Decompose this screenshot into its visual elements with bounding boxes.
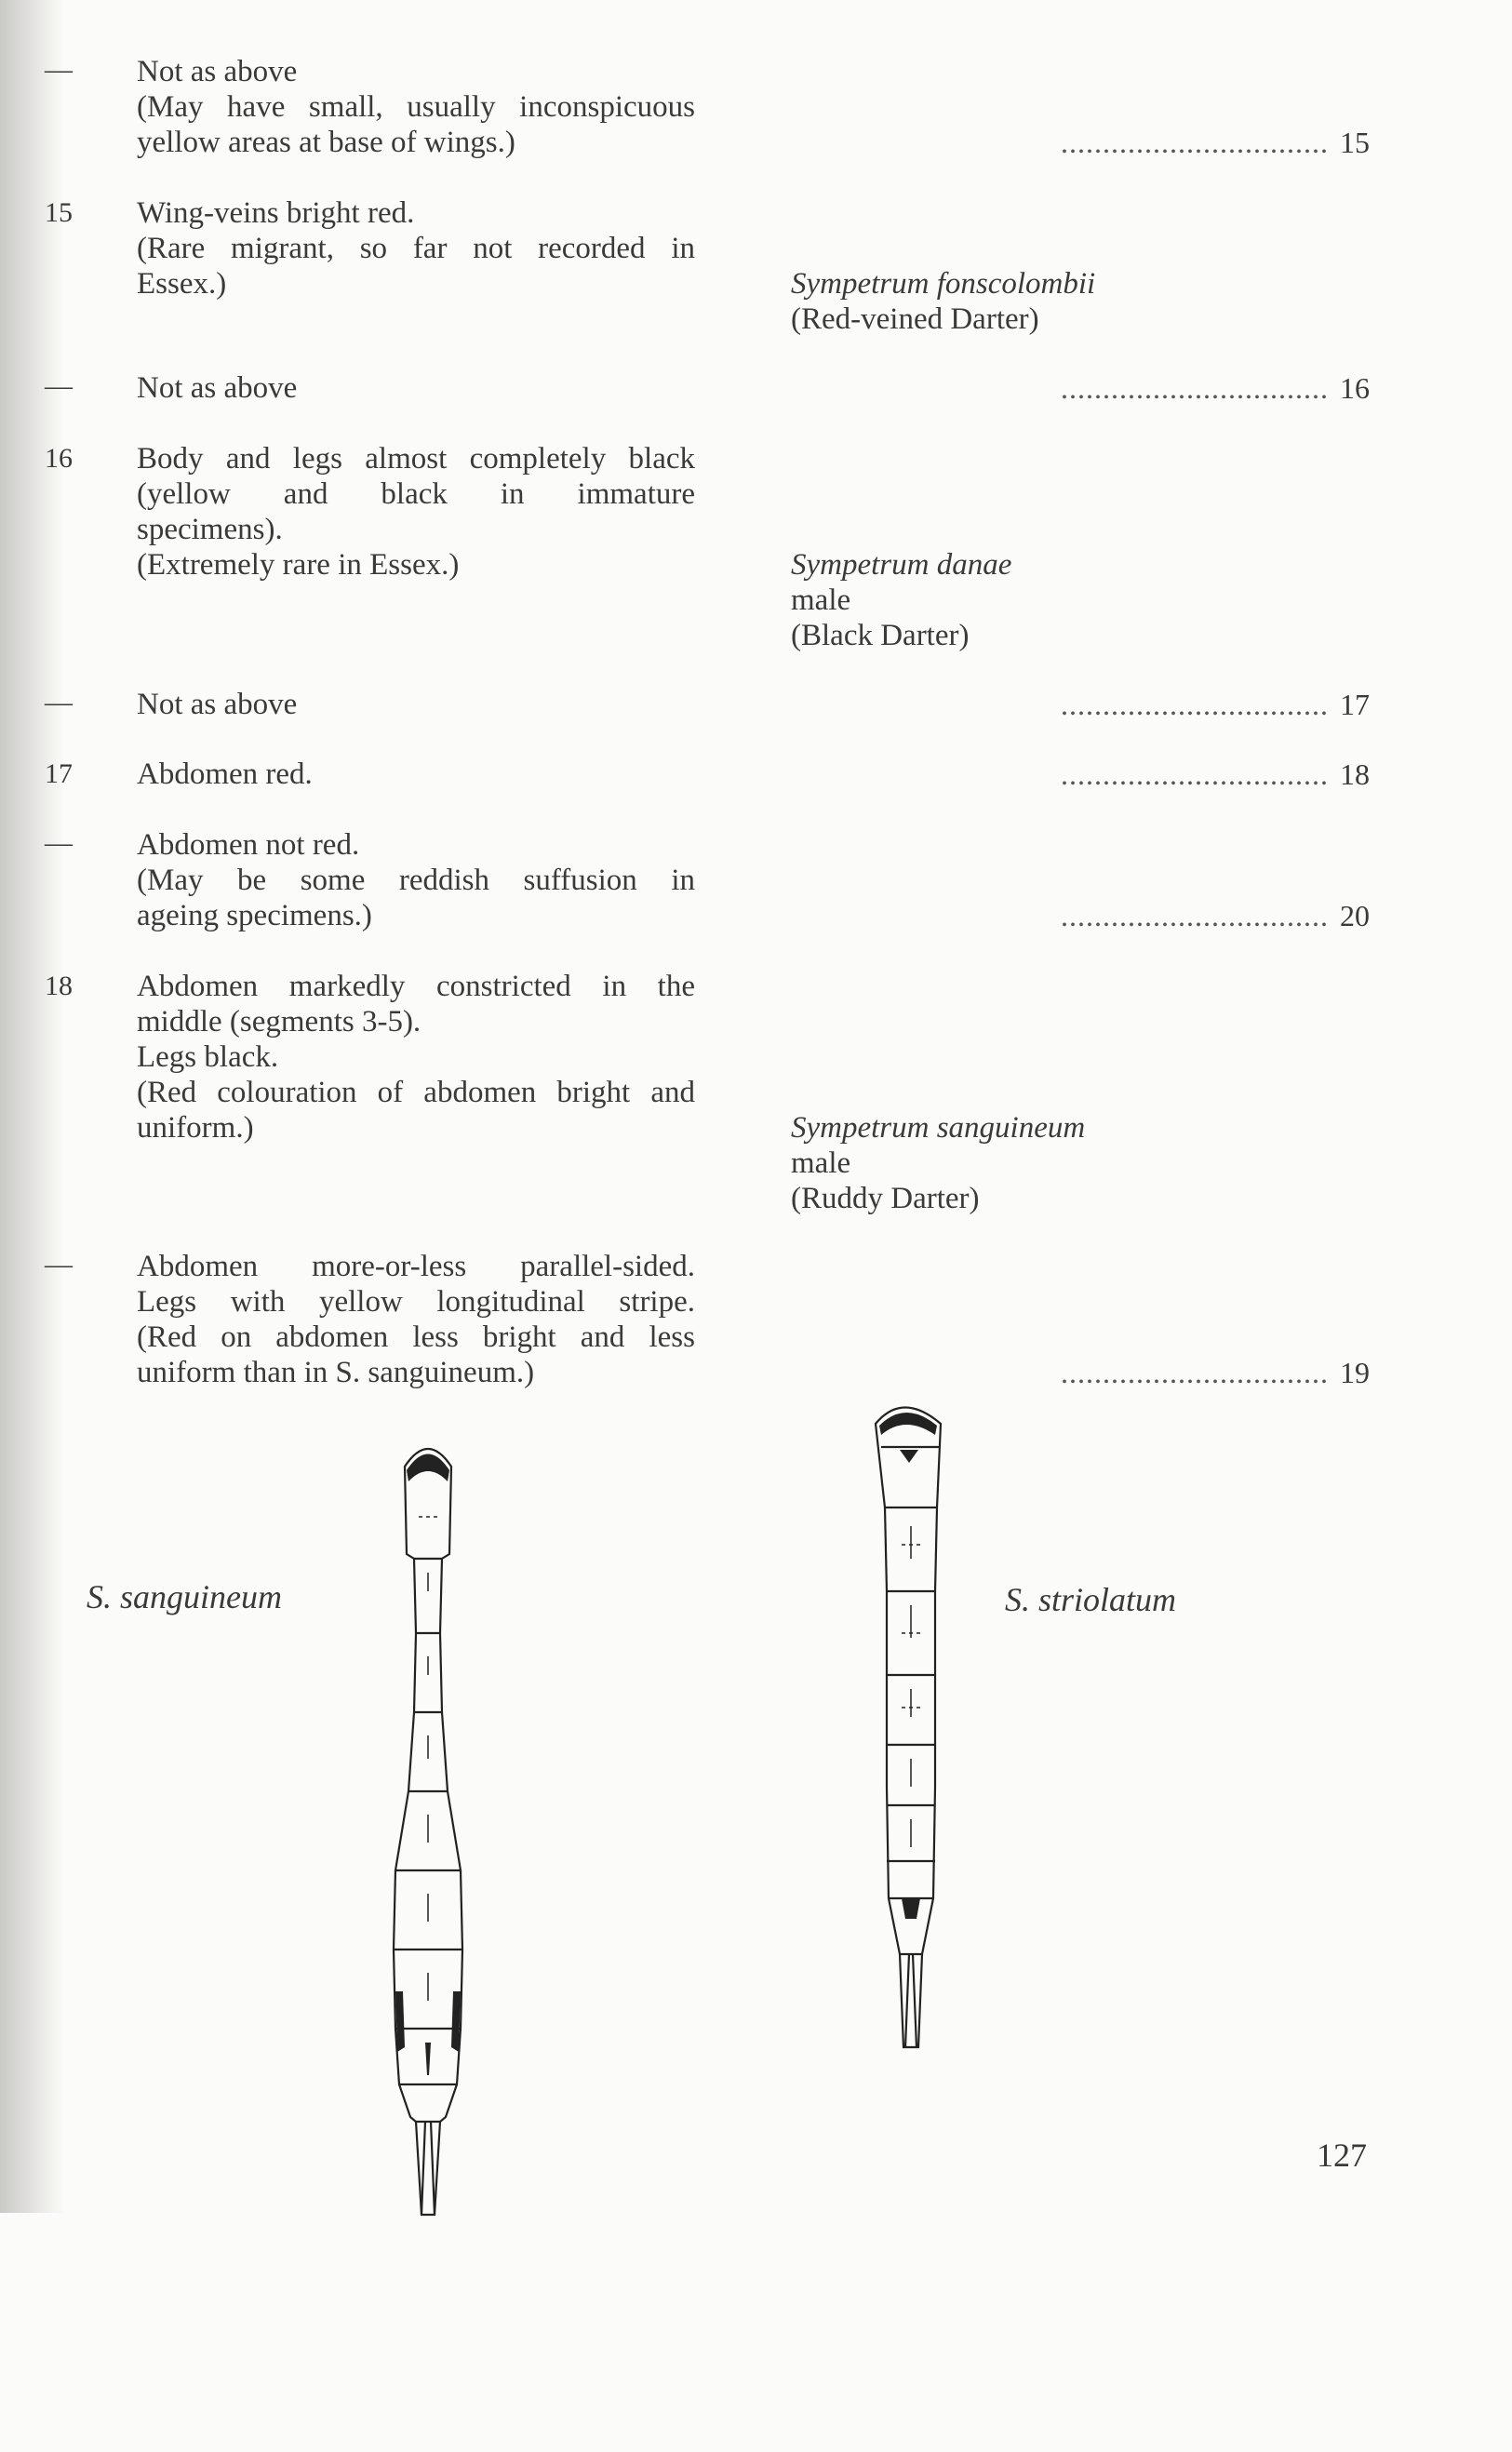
leader-to-couplet bbox=[1061, 1355, 1370, 1390]
desc-line: Wing-veins bright red. bbox=[137, 196, 415, 230]
desc-line: Legs with yellow longitudinal stripe. bbox=[137, 1285, 695, 1319]
desc-line: uniform.) bbox=[137, 1111, 254, 1145]
couplet-description bbox=[137, 687, 695, 722]
desc-line: ageing specimens.) bbox=[137, 899, 372, 932]
book-spine-shadow bbox=[0, 0, 65, 2213]
desc-line: Legs black. bbox=[137, 1040, 279, 1074]
desc-line: middle (segments 3-5). bbox=[137, 1005, 421, 1038]
leader-to-couplet bbox=[1061, 125, 1370, 160]
couplet-number: 18 bbox=[45, 971, 73, 1001]
common-name: (Ruddy Darter) bbox=[791, 1182, 980, 1215]
leader-to-couplet bbox=[1061, 370, 1370, 406]
desc-line: Body and legs almost completely black bbox=[137, 442, 695, 476]
desc-line: Not as above bbox=[137, 688, 298, 721]
couplet-number: — bbox=[45, 54, 73, 85]
desc-line: Not as above bbox=[137, 55, 298, 88]
species-result bbox=[791, 547, 1011, 653]
lead-ref: 18 bbox=[1340, 757, 1370, 791]
desc-line: (May have small, usually inconspicuous bbox=[137, 90, 695, 124]
lead-ref: 17 bbox=[1340, 688, 1370, 721]
figure-caption-left: S. sanguineum bbox=[87, 1578, 282, 1615]
desc-line: (Red on abdomen less bright and less bbox=[137, 1320, 695, 1354]
species-name: Sympetrum sanguineum bbox=[791, 1111, 1086, 1145]
couplet-number: — bbox=[45, 827, 73, 858]
sex-label: male bbox=[791, 1146, 851, 1180]
desc-line: specimens). bbox=[137, 513, 283, 546]
couplet-description bbox=[137, 827, 695, 933]
leader-to-couplet bbox=[1061, 687, 1370, 722]
page-number: 127 bbox=[1317, 2137, 1367, 2174]
desc-line: Not as above bbox=[137, 371, 298, 405]
couplet-number: 15 bbox=[45, 197, 73, 228]
striolatum-abdomen-illustration bbox=[851, 1396, 972, 2066]
lead-ref: 19 bbox=[1340, 1356, 1370, 1389]
sex-label: male bbox=[791, 583, 851, 617]
common-name: (Red-veined Darter) bbox=[791, 302, 1039, 336]
couplet-number: — bbox=[45, 687, 73, 717]
species-name: Sympetrum fonscolombii bbox=[791, 267, 1096, 301]
couplet-number: 17 bbox=[45, 758, 73, 789]
couplet-description bbox=[137, 441, 695, 583]
leader-to-couplet bbox=[1061, 898, 1370, 933]
common-name: (Black Darter) bbox=[791, 619, 970, 652]
couplet-number: 16 bbox=[45, 443, 73, 474]
couplet-description bbox=[137, 969, 695, 1146]
desc-line: (Red colouration of abdomen bright and bbox=[137, 1076, 695, 1109]
desc-line: (yellow and black in immature bbox=[137, 477, 695, 511]
desc-line: uniform than in S. sanguineum.) bbox=[137, 1356, 535, 1389]
couplet-number: — bbox=[45, 370, 73, 401]
lead-ref: 20 bbox=[1340, 899, 1370, 932]
species-result bbox=[791, 266, 1095, 337]
desc-line: (Extremely rare in Essex.) bbox=[137, 548, 460, 582]
couplet-description bbox=[137, 370, 695, 406]
desc-line: (Rare migrant, so far not recorded in bbox=[137, 232, 695, 265]
species-result bbox=[791, 1110, 1085, 1216]
lead-ref: 16 bbox=[1340, 371, 1370, 405]
couplet-number: — bbox=[45, 1249, 73, 1280]
desc-line: (May be some reddish suffusion in bbox=[137, 864, 695, 897]
desc-line: Abdomen red. bbox=[137, 757, 313, 791]
desc-line: Essex.) bbox=[137, 267, 227, 301]
couplet-description bbox=[137, 757, 695, 792]
leader-to-couplet bbox=[1061, 757, 1370, 792]
couplet-description bbox=[137, 54, 695, 160]
couplet-description bbox=[137, 1249, 695, 1390]
lead-ref: 15 bbox=[1340, 126, 1370, 159]
desc-line: Abdomen more-or-less parallel-sided. bbox=[137, 1250, 695, 1283]
desc-line: yellow areas at base of wings.) bbox=[137, 126, 515, 159]
couplet-description bbox=[137, 195, 695, 301]
desc-line: Abdomen markedly constricted in the bbox=[137, 970, 695, 1003]
sanguineum-abdomen-illustration bbox=[368, 1433, 488, 2452]
desc-line: Abdomen not red. bbox=[137, 828, 360, 862]
figure-caption-right: S. striolatum bbox=[1005, 1581, 1177, 1618]
species-name: Sympetrum danae bbox=[791, 548, 1012, 582]
